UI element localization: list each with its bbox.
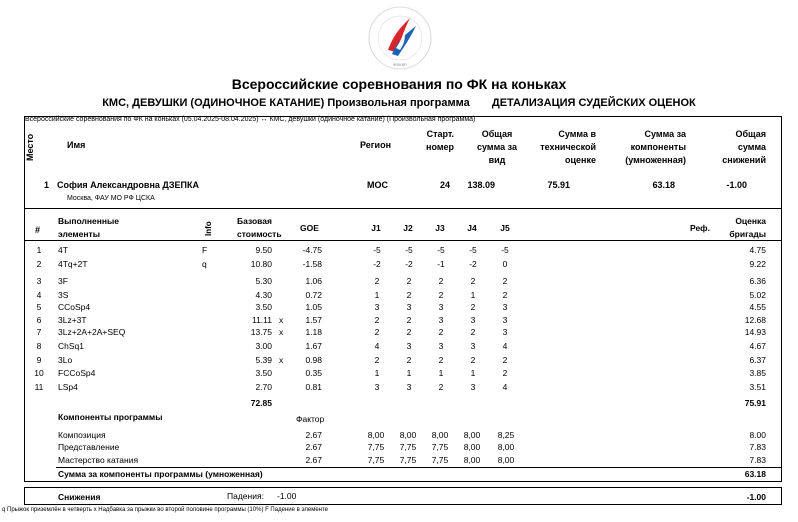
table-row: 2 4Tq+2T q 10.80 -1.58 -2 -2 -1 -2 0 9.22 xyxy=(36,259,766,269)
components-header: Компоненты программы xyxy=(58,412,163,422)
header-elements: Выполненные элементы xyxy=(58,216,120,239)
header-ref: Реф. xyxy=(690,223,710,233)
skater-club: Москва, ФАУ МО РФ ЦСКА xyxy=(67,195,155,202)
header-tes: Сумма в технической оценке xyxy=(540,129,596,165)
components-total-label: Сумма за компоненты программы (умноженная) xyxy=(58,469,263,479)
header-j4: J4 xyxy=(467,223,477,233)
table-row: 4 3S 4.30 0.72 1 2 2 1 2 5.02 xyxy=(36,290,766,300)
summary-divider xyxy=(24,208,782,209)
component-row: Представление 2.67 7,75 7,75 7,75 8,00 8,00 7.83 xyxy=(58,442,766,452)
header-place: Место xyxy=(25,133,35,161)
falls-label: Падения: xyxy=(227,491,264,501)
deductions-frame xyxy=(24,487,782,505)
header-num: # xyxy=(35,225,41,235)
component-row: Композиция 2.67 8,00 8,00 8,00 8,00 8,25 8.00 xyxy=(58,430,766,440)
footnote: q Прыжок приземлён в четверть x Надбавка за прыжки во второй половине программы (10%) F Падение в элементе xyxy=(2,507,329,513)
header-j3: J3 xyxy=(435,223,445,233)
skater-tes: 75.91 xyxy=(547,180,570,190)
frame-caption: Всероссийские соревнования по ФК на коньках (05.04.2025-08.04.2025) ↔ КМС, девушки (одиночное катание) (Произвольная программа) xyxy=(25,116,476,123)
table-row: 1 4T F 9.50 -4.75 -5 -5 -5 -5 -5 4.75 xyxy=(36,245,766,255)
deductions-total: -1.00 xyxy=(746,492,766,502)
table-row: 10 FCCoSp4 3.50 0.35 1 1 1 1 2 3.85 xyxy=(34,368,766,378)
components-total: 63.18 xyxy=(744,469,766,479)
table-row: 11 LSp4 2.70 0.81 3 3 2 3 4 3.51 xyxy=(34,382,766,392)
header-goe: GOE xyxy=(300,223,319,233)
header-base: Базовая стоимость xyxy=(237,216,282,239)
header-name: Имя xyxy=(67,140,86,150)
header-total: Общая сумма за вид xyxy=(477,129,517,165)
event-title: Всероссийские соревнования по ФК на коньках xyxy=(231,76,567,92)
skater-place: 1 xyxy=(44,180,50,190)
header-pcs: Сумма за компоненты (умноженная) xyxy=(625,129,686,165)
elements-header-divider xyxy=(24,240,782,241)
skater-region: МОС xyxy=(367,180,388,190)
table-row: 7 3Lz+2A+2A+SEQ 13.75 x 1.18 2 2 2 2 3 14.93 xyxy=(36,327,766,337)
header-start: Старт. номер xyxy=(426,129,454,152)
components-divider xyxy=(56,467,782,468)
header-info: Info xyxy=(204,221,213,236)
header-j2: J2 xyxy=(403,223,413,233)
factor-header: Фактор xyxy=(296,414,325,424)
skater-name: София Александровна ДЗЕПКА xyxy=(57,180,200,190)
table-row: 5 CCoSp4 3.50 1.05 3 3 3 2 3 4.55 xyxy=(36,302,766,312)
header-score: Оценка бригады xyxy=(729,216,766,239)
table-row: 9 3Lo 5.39 x 0.98 2 2 2 2 2 6.37 xyxy=(36,355,766,365)
report-title: ДЕТАЛИЗАЦИЯ СУДЕЙСКИХ ОЦЕНОК xyxy=(491,97,696,109)
skater-ded: -1.00 xyxy=(726,180,747,190)
header-ded: Общая сумма снижений xyxy=(722,129,766,165)
header-region: Регион xyxy=(360,140,391,150)
svg-text:ФФККР: ФФККР xyxy=(393,62,407,67)
deductions-label: Снижения xyxy=(58,492,101,502)
skater-total: 138.09 xyxy=(467,180,495,190)
component-row: Мастерство катания 2.67 7,75 7,75 7,75 8,00 8,00 7.83 xyxy=(58,455,766,465)
tes-total: 75.91 xyxy=(744,398,766,408)
header-j1: J1 xyxy=(371,223,381,233)
skater-pcs: 63.18 xyxy=(652,180,675,190)
header-j5: J5 xyxy=(500,223,510,233)
table-row: 6 3Lz+3T 11.11 x 1.57 2 2 3 3 3 12.68 xyxy=(36,315,766,325)
category-title: КМС, ДЕВУШКИ (ОДИНОЧНОЕ КАТАНИЕ) Произвольная программа xyxy=(102,97,470,109)
table-row: 3 3F 5.30 1.06 2 2 2 2 2 6.36 xyxy=(36,276,766,286)
event-subtitle xyxy=(0,97,798,109)
base-total: 72.85 xyxy=(250,398,272,408)
table-row: 8 ChSq1 3.00 1.67 4 3 3 3 4 4.67 xyxy=(36,341,766,351)
skater-start: 24 xyxy=(439,180,450,190)
falls-value: -1.00 xyxy=(277,491,297,501)
federation-logo-icon xyxy=(366,4,434,72)
